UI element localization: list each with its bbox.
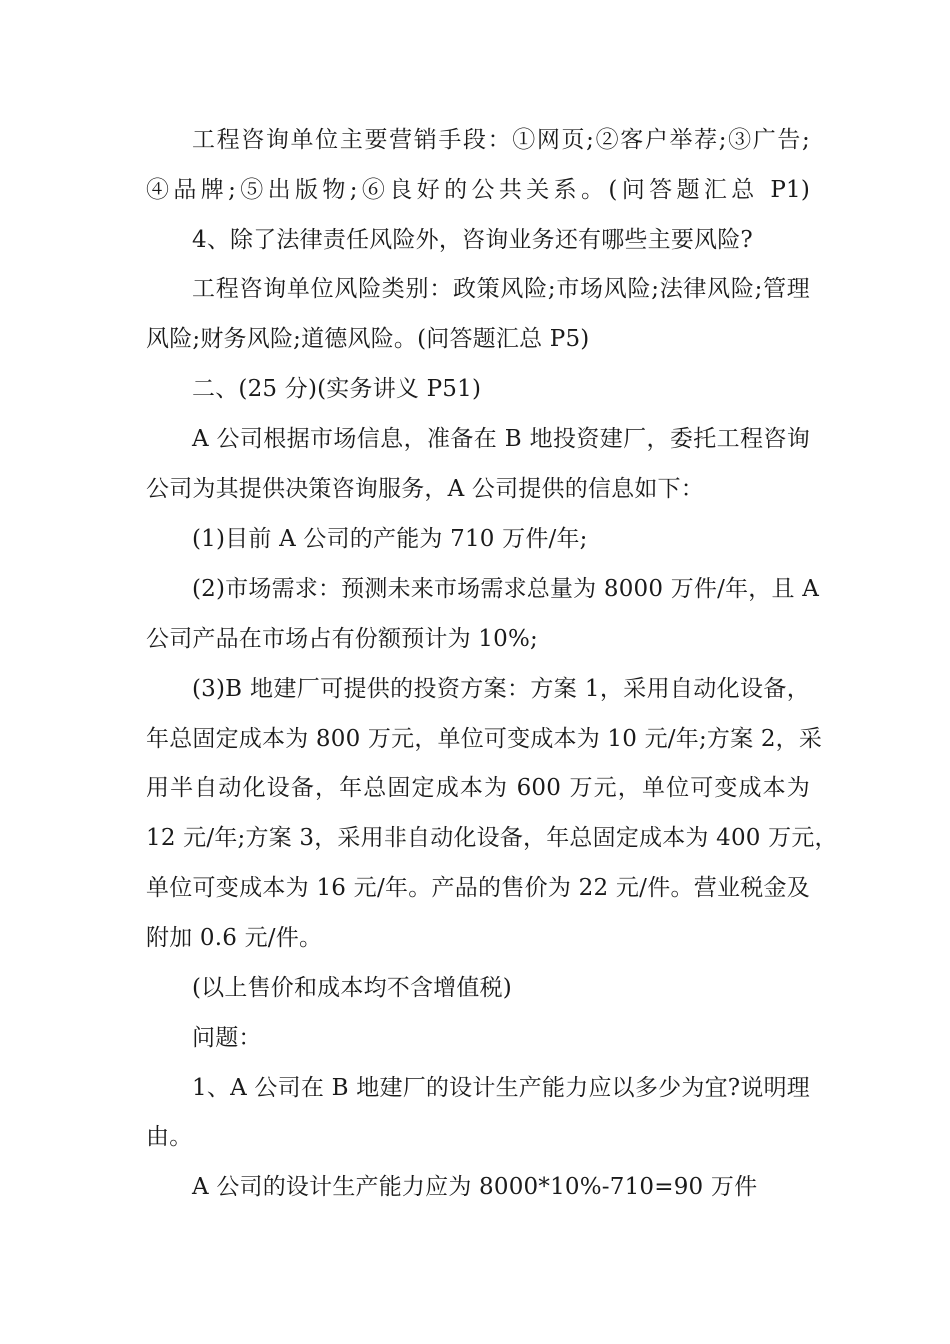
text-line: A 公司根据市场信息，准备在 B 地投资建厂，委托工程咨询 — [192, 426, 810, 452]
text-line: 单位可变成本为 16 元/年。产品的售价为 22 元/件。营业税金及 — [146, 875, 810, 901]
text-line: 工程咨询单位风险类别：政策风险;市场风险;法律风险;管理 — [192, 276, 810, 302]
text-line: (1)目前 A 公司的产能为 710 万件/年; — [192, 526, 588, 552]
question-label: 问题： — [192, 1025, 262, 1051]
text-line: 风险;财务风险;道德风险。(问答题汇总 P5) — [146, 326, 590, 352]
text-line: 附加 0.6 元/件。 — [146, 925, 323, 951]
text-line: ④品牌;⑤出版物;⑥良好的公共关系。(问答题汇总 P1) — [146, 177, 810, 203]
text-line: 年总固定成本为 800 万元，单位可变成本为 10 元/年;方案 2，采 — [146, 726, 823, 752]
question-line: 4、除了法律责任风险外，咨询业务还有哪些主要风险? — [192, 227, 753, 253]
text-line: 12 元/年;方案 3，采用非自动化设备，年总固定成本为 400 万元， — [146, 825, 838, 851]
text-line: 公司为其提供决策咨询服务，A 公司提供的信息如下： — [146, 476, 704, 502]
answer-line: A 公司的设计生产能力应为 8000*10%-710=90 万件 — [192, 1174, 758, 1200]
text-line: (2)市场需求：预测未来市场需求总量为 8000 万件/年，且 A — [192, 576, 820, 602]
text-line: 工程咨询单位主要营销手段：①网页;②客户举荐;③广告; — [192, 127, 810, 153]
section-heading: 二、(25 分)(实务讲义 P51) — [192, 376, 482, 402]
text-line: 用半自动化设备，年总固定成本为 600 万元，单位可变成本为 — [146, 775, 810, 801]
text-line: 公司产品在市场占有份额预计为 10%; — [146, 626, 538, 652]
text-line: 由。 — [146, 1124, 193, 1150]
text-line: (以上售价和成本均不含增值税) — [192, 975, 512, 1001]
question-line: 1、A 公司在 B 地建厂的设计生产能力应以多少为宜?说明理 — [192, 1075, 810, 1101]
text-line: (3)B 地建厂可提供的投资方案：方案 1，采用自动化设备， — [192, 676, 810, 702]
